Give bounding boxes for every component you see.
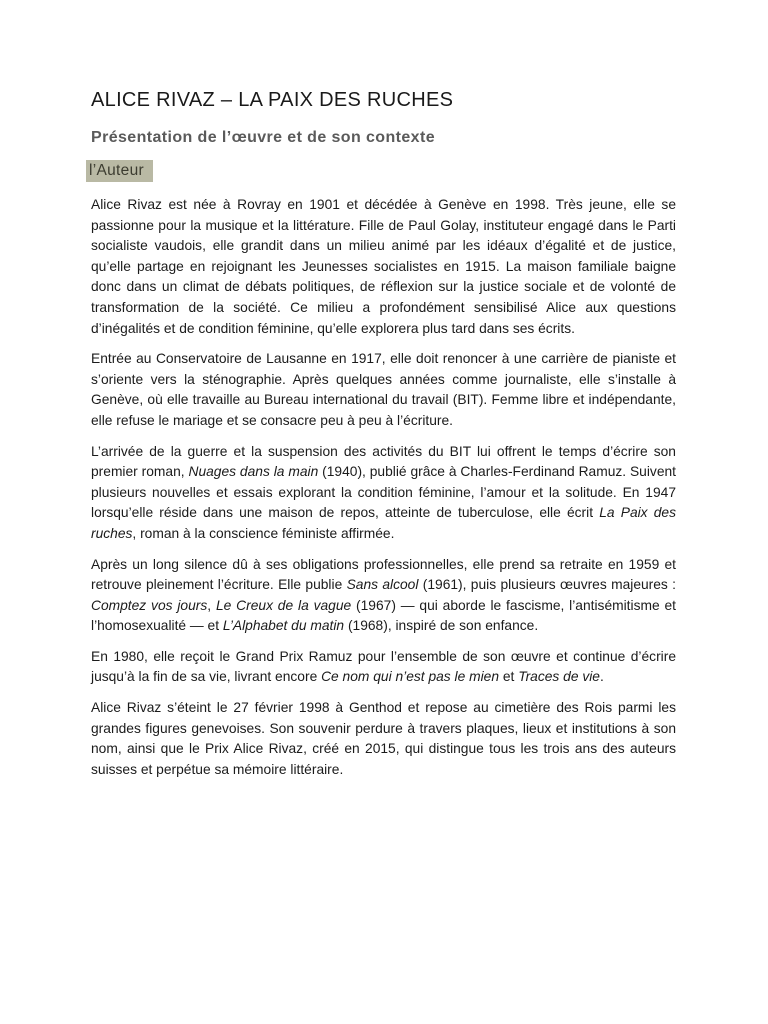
work-title: Nuages dans la main: [188, 464, 319, 480]
work-title: Traces de vie: [518, 669, 600, 685]
section-heading-author: l’Auteur: [86, 160, 153, 182]
body-paragraph: [91, 555, 676, 637]
body-paragraph: [91, 349, 676, 431]
text-run: (1940), publié grâce à Charles-Ferdinand Ramuz. Suivent plusieurs nouvelles et essais explorant la condition féminine, l’amour et la solitude. En 1947 lorsqu’elle réside dans une maison de repos, atteinte de tuberculose, elle écrit: [91, 464, 677, 521]
text-run: , roman à la conscience féministe affirmée.: [132, 525, 395, 541]
body-paragraph: [91, 442, 676, 545]
text-run: Après un long silence dû à ses obligations professionnelles, elle prend sa retraite en 1959 et retrouve pleinement l’écriture. Elle publie: [91, 556, 676, 593]
text-run: (1967) — qui aborde le fascisme, l’antisémitisme et l’homosexualité — et: [91, 597, 676, 634]
document-page: [91, 86, 676, 790]
work-title: Sans alcool: [346, 577, 419, 593]
text-run: (1968), inspiré de son enfance.: [344, 618, 539, 634]
work-title: Ce nom qui n’est pas le mien: [321, 669, 499, 685]
body-paragraph: [91, 698, 676, 780]
text-run: ,: [207, 597, 216, 613]
text-run: Entrée au Conservatoire de Lausanne en 1917, elle doit renoncer à une carrière de pianiste et s’oriente vers la sténographie. Après quelques années comme journaliste, elle s’installe à Genève, où elle travaille au Bureau international du travail (BIT). Femme libre et indépendante, elle refuse le mariage et se consacre peu à peu à l’écriture.: [91, 351, 676, 428]
text-run: L’arrivée de la guerre et la suspension des activités du BIT lui offrent le temps d’écrire son premier roman,: [91, 443, 676, 480]
text-run: et: [499, 669, 519, 685]
body-paragraph: [91, 647, 676, 688]
text-run: En 1980, elle reçoit le Grand Prix Ramuz pour l’ensemble de son œuvre et continue d’écrire jusqu’à la fin de sa vie, livrant encore: [91, 648, 676, 685]
body-text: [91, 195, 676, 780]
work-title: Comptez vos jours: [91, 597, 208, 613]
page-title: ALICE RIVAZ – LA PAIX DES RUCHES: [91, 89, 454, 111]
work-title: L’Alphabet du matin: [222, 618, 345, 634]
body-paragraph: [91, 195, 676, 339]
text-run: Alice Rivaz est née à Rovray en 1901 et décédée à Genève en 1998. Très jeune, elle se passionne pour la musique et la littérature. Fille de Paul Golay, instituteur engagé dans le Parti socialiste vaudois, elle grandit dans un milieu animé par les idéaux d’égalité et de justice, qu’elle partage en rejoignant les Jeunesses socialistes en 1915. La maison familiale baigne donc dans un climat de débats politiques, de réflexion sur la justice sociale et de volonté de transformation de la société. Ce milieu a profondément sensibilisé Alice aux questions d’inégalités et de condition féminine, qu’elle explorera plus tard dans ses écrits.: [91, 197, 676, 336]
text-run: Alice Rivaz s’éteint le 27 février 1998 à Genthod et repose au cimetière des Rois parmi les grandes figures genevoises. Son souvenir perdure à travers plaques, lieux et institutions à son nom, ainsi que le Prix Alice Rivaz, créé en 2015, qui distingue tous les trois ans des auteurs suisses et perpétue sa mémoire littéraire.: [91, 700, 676, 777]
text-run: .: [599, 669, 604, 685]
work-title: La Paix des ruches: [91, 505, 676, 541]
text-run: (1961), puis plusieurs œuvres majeures :: [418, 577, 676, 593]
page-subtitle: Présentation de l’œuvre et de son contexte: [91, 129, 435, 146]
work-title: Le Creux de la vague: [215, 597, 352, 613]
